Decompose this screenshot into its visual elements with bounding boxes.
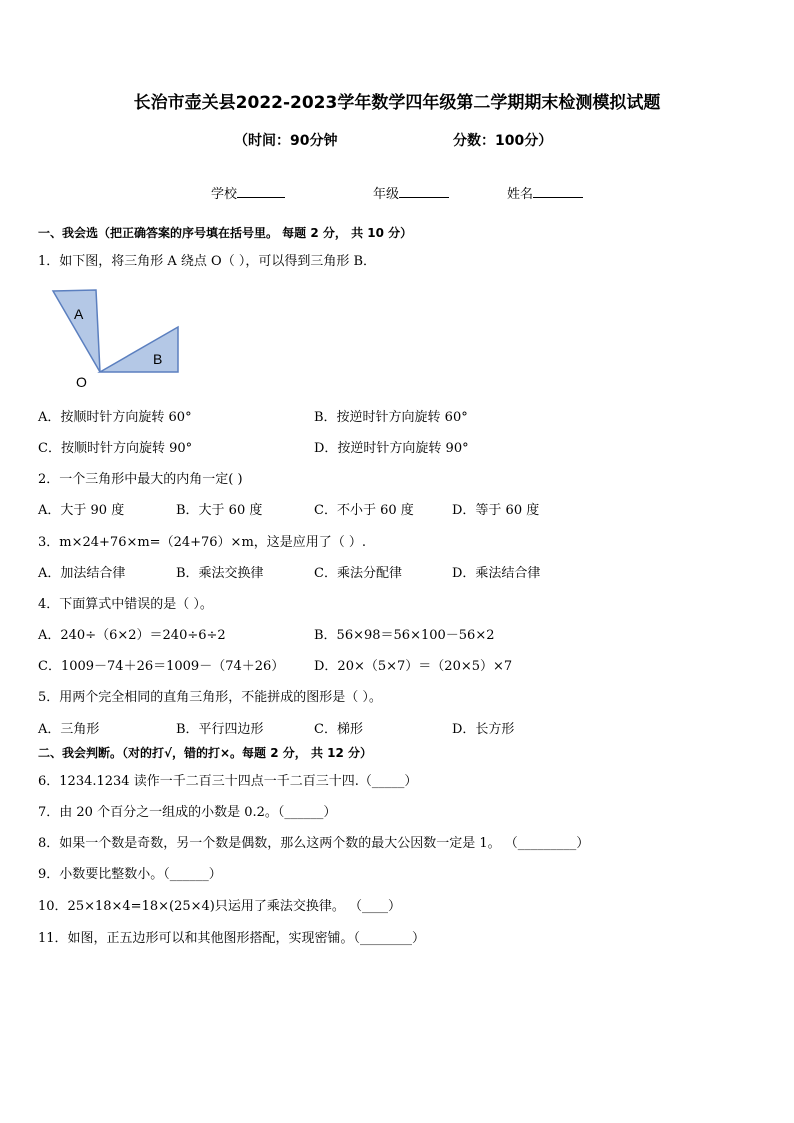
question-4: 4．下面算式中错误的是（ ）。 (38, 597, 213, 612)
q4-option-c: C．1009－74＋26＝1009－（74＋26） (38, 659, 285, 674)
triangle-a (53, 290, 100, 372)
label-o: O (76, 374, 87, 390)
q2-option-b: B．大于 60 度 (176, 503, 263, 518)
q3-option-a: A．加法结合律 (38, 566, 126, 581)
name-field (507, 183, 583, 202)
label-a: A (74, 306, 84, 322)
page-title: 长治市壶关县2022-2023学年数学四年级第二学期期末检测模拟试题 (133, 93, 661, 113)
grade-blank (399, 184, 449, 198)
q5-option-d: D．长方形 (452, 722, 515, 737)
exam-time: （时间：90分钟 (234, 133, 338, 149)
question-3: 3．m×24+76×m=（24+76）×m，这是应用了（ ）. (38, 535, 367, 550)
exam-score: 分数：100分） (453, 133, 553, 149)
question-2: 2．一个三角形中最大的内角一定( ) (38, 472, 243, 487)
question-9: 9．小数要比整数小。（______） (38, 867, 222, 882)
q3-option-b: B．乘法交换律 (176, 566, 264, 581)
question-1: 1．如下图，将三角形 A 绕点 O（ ），可以得到三角形 B． (38, 254, 377, 269)
q3-option-c: C．乘法分配律 (314, 566, 402, 581)
section-1-heading: 一、我会选（把正确答案的序号填在括号里。 每题 2 分， 共 10 分） (38, 226, 413, 240)
question-11: 11．如图，正五边形可以和其他图形搭配，实现密铺。（________） (38, 931, 426, 946)
question-8: 8．如果一个数是奇数，另一个数是偶数，那么这两个数的最大公因数一定是 1。 （_________） (38, 836, 590, 851)
q4-option-a: A．240÷（6×2）＝240÷6÷2 (38, 628, 226, 643)
q2-option-a: A．大于 90 度 (38, 503, 125, 518)
q2-option-c: C．不小于 60 度 (314, 503, 414, 518)
school-label: 学校 (211, 187, 238, 202)
q2-option-d: D．等于 60 度 (452, 503, 540, 518)
q5-option-b: B．平行四边形 (176, 722, 264, 737)
q1-option-c: C．按顺时针方向旋转 90° (38, 441, 193, 456)
q1-option-b: B．按逆时针方向旋转 60° (314, 410, 468, 425)
q4-option-d: D．20×（5×7）＝（20×5）×7 (314, 659, 513, 674)
question-10: 10．25×18×4=18×(25×4)只运用了乘法交换律。 （____） (38, 899, 401, 914)
school-field (211, 183, 285, 202)
section-2-heading: 二、我会判断。（对的打√，错的打×。每题 2 分， 共 12 分） (38, 746, 372, 760)
question-6: 6．1234.1234 读作一千二百三十四点一千二百三十四.（_____） (38, 774, 418, 789)
rotation-figure (48, 286, 188, 390)
label-b: B (153, 351, 163, 367)
q1-option-d: D．按逆时针方向旋转 90° (314, 441, 469, 456)
q3-option-d: D．乘法结合律 (452, 566, 541, 581)
triangle-b (100, 327, 178, 372)
name-blank (533, 184, 583, 198)
question-7: 7．由 20 个百分之一组成的小数是 0.2。（______） (38, 805, 337, 820)
name-label: 姓名 (507, 187, 534, 202)
grade-label: 年级 (373, 187, 400, 202)
school-blank (237, 184, 285, 198)
q5-option-a: A．三角形 (38, 722, 100, 737)
q1-option-a: A．按顺时针方向旋转 60° (38, 410, 192, 425)
grade-field (373, 183, 449, 202)
question-5: 5．用两个完全相同的直角三角形，不能拼成的图形是（ ）。 (38, 690, 382, 705)
q4-option-b: B．56×98＝56×100－56×2 (314, 628, 495, 643)
q5-option-c: C．梯形 (314, 722, 363, 737)
